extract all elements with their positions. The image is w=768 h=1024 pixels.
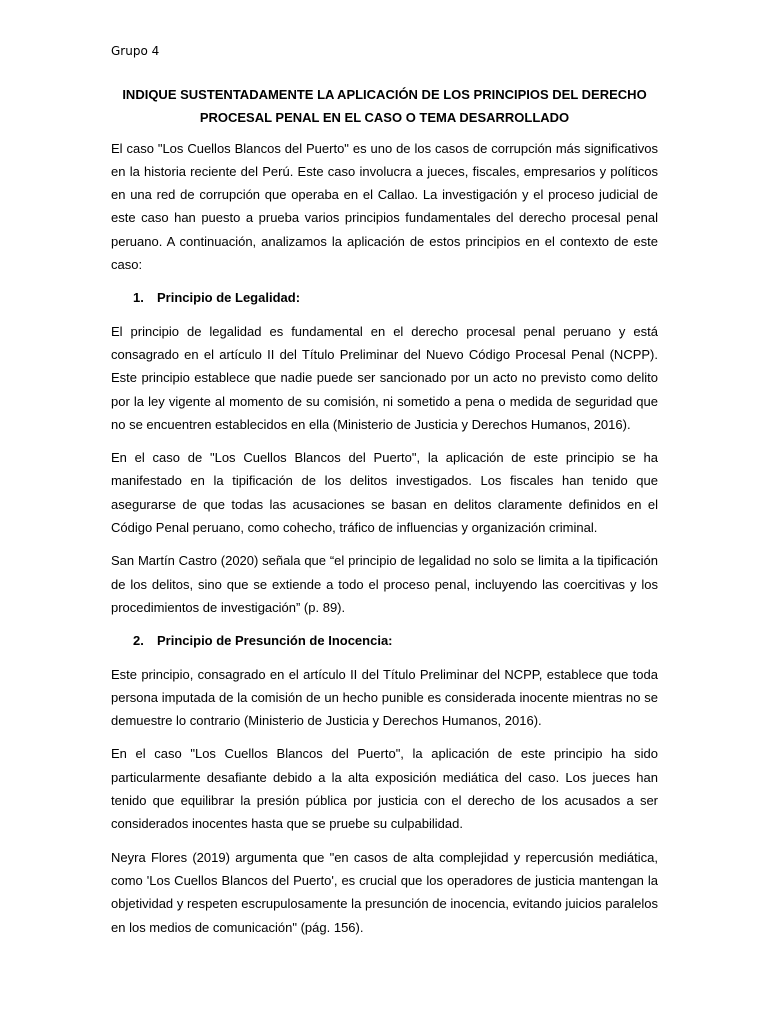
paragraph: Este principio, consagrado en el artículo II del Título Preliminar del NCPP, establece que toda persona imputada de la comisión de un hecho punible es considerada inocente mientras no se demuestre lo contrario (Ministerio de Justicia y Derechos Humanos, 2016). [111,666,658,729]
paragraph: En el caso de "Los Cuellos Blancos del Puerto", la aplicación de este principio se ha manifestado en la tipificación de los delitos investigados. Los fiscales han tenido que asegurarse de que todas las acusaciones se basan en delitos claramente definidos en el Código Penal peruano, como cohecho, tráfico de influencias y organización criminal. [111,450,658,536]
intro-paragraph: El caso "Los Cuellos Blancos del Puerto" es uno de los casos de corrupción más significativos en la historia reciente del Perú. Este caso involucra a jueces, fiscales, empresarios y políticos en una red de corrupción que operaba en el Callao. La investigación y el proceso judicial de este caso han puesto a prueba varios principios fundamentales del derecho procesal penal peruano. A continuación, analizamos la aplicación de estos principios en el contexto de este caso: [111,140,658,273]
document-title [111,83,658,130]
section-title: Principio de Presunción de Inocencia: [157,633,393,649]
title-line-2: PROCESAL PENAL EN EL CASO O TEMA DESARROLLADO [199,110,570,126]
document-body [111,83,658,949]
title-line-1: INDIQUE SUSTENTADAMENTE LA APLICACIÓN DE LOS PRINCIPIOS DEL DERECHO [122,87,647,102]
section-heading-presuncion [111,629,658,652]
page-header-group: Grupo 4 [111,44,160,58]
section-title: Principio de Legalidad: [157,290,301,306]
paragraph: Neyra Flores (2019) argumenta que "en casos de alta complejidad y repercusión mediática, como 'Los Cuellos Blancos del Puerto', es crucial que los operadores de justicia mantengan la objetividad y respeten escrupulosamente la presunción de inocencia, evitando juicios paralelos en los medios de comunicación" (pág. 156). [111,849,658,935]
section-heading-legalidad [111,286,658,309]
section-number: 1. [133,290,144,306]
paragraph: El principio de legalidad es fundamental en el derecho procesal penal peruano y está consagrado en el artículo II del Título Preliminar del Nuevo Código Procesal Penal (NCPP). Este principio establece que nadie puede ser sancionado por un acto no previsto como delito por la ley vigente al momento de su comisión, ni sometido a pena o medida de seguridad que no se encuentren establecidos en ella (Ministerio de Justicia y Derechos Humanos, 2016). [111,323,658,432]
paragraph: En el caso "Los Cuellos Blancos del Puerto", la aplicación de este principio ha sido particularmente desafiante debido a la alta exposición mediática del caso. Los jueces han tenido que equilibrar la presión pública por justicia con el derecho de los acusados a ser considerados inocentes hasta que se pruebe su culpabilidad. [111,746,658,832]
section-number: 2. [133,633,144,649]
paragraph: San Martín Castro (2020) señala que “el principio de legalidad no solo se limita a la tipificación de los delitos, sino que se extiende a todo el proceso penal, incluyendo las coercitivas y los procedimientos de investigación” (p. 89). [111,553,658,615]
